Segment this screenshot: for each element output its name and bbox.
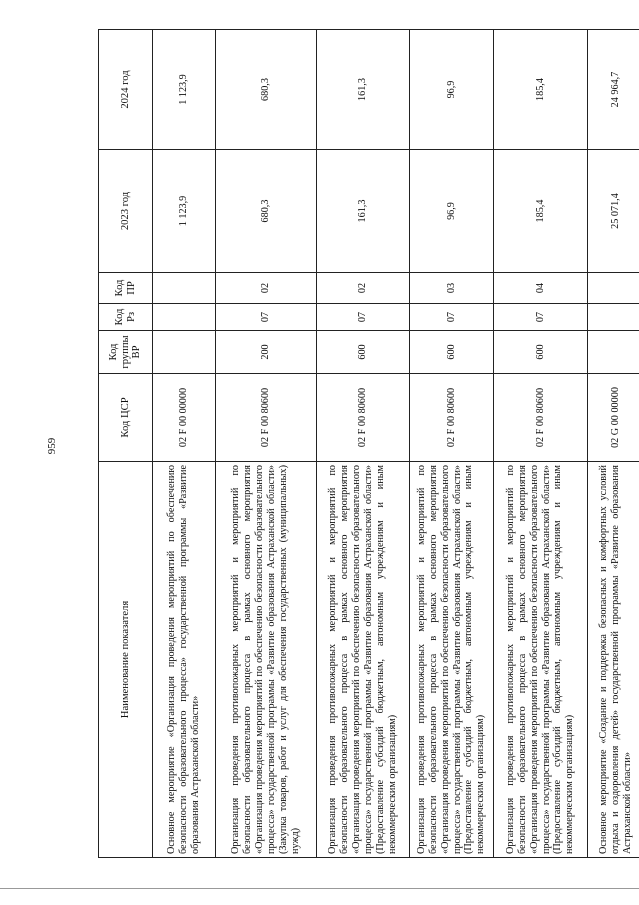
- row-name: Организация проведения противопожарных мероприятий и мероприятий по безопасности образовательного процесса в рамках основного мероприятия «Организация проведения мероприятий по обеспечению безопасности образовательного процесса» государственной программы «Развитие образования Астраханской области» (Предоставление субсидий бюджетным, автономным учреждениям и иным некоммерческим организациям): [317, 462, 410, 858]
- row-name: Организация проведения противопожарных мероприятий и мероприятий по безопасности образовательного процесса в рамках основного мероприятия «Организация проведения мероприятий по обеспечению безопасности образовательного процесса» государственной программы «Развитие образования Астраханской области» (Предоставление субсидий бюджетным, автономным учреждениям и иным некоммерческим организациям): [410, 462, 494, 858]
- row-value-2023: 185,4: [494, 150, 588, 273]
- row-rz-code: [588, 304, 639, 331]
- row-vr-code: [588, 331, 639, 374]
- row-name: Организация проведения противопожарных мероприятий и мероприятий по безопасности образовательного процесса в рамках основного мероприятия «Организация проведения мероприятий по обеспечению безопасности образовательного процесса» государственной программы «Развитие образования Астраханской области» (Предоставление субсидий бюджетным, автономным учреждениям и иным некоммерческим организациям): [494, 462, 588, 858]
- row-pr-code: 02: [317, 273, 410, 304]
- table-row: [494, 30, 588, 858]
- row-value-2024: 1 123,9: [153, 30, 216, 150]
- row-pr-code: 03: [410, 273, 494, 304]
- row-name: Организация проведения противопожарных мероприятий и мероприятий по безопасности образовательного процесса в рамках основного мероприятия «Организация проведения мероприятий по обеспечению безопасности образовательного процесса» государственной программы «Развитие образования Астраханской области» (Закупка товаров, работ и услуг для обеспечения государственных (муниципальных) нужд): [216, 462, 317, 858]
- header-vr-code: Код группы ВР: [99, 331, 153, 374]
- budget-table-page: [98, 30, 633, 858]
- table-header-row: [99, 30, 153, 858]
- header-year-2023: 2023 год: [99, 150, 153, 273]
- row-rz-code: 07: [216, 304, 317, 331]
- row-value-2023: 96,9: [410, 150, 494, 273]
- row-value-2023: 25 071,4: [588, 150, 639, 273]
- row-csr-code: 02 G 00 00000: [588, 374, 639, 462]
- row-name: Основное мероприятие «Организация проведения мероприятий по обеспечению безопасности образовательного процесса» государственной программы «Развитие образования Астраханской области»: [153, 462, 216, 858]
- row-pr-code: 04: [494, 273, 588, 304]
- budget-table: [98, 29, 639, 858]
- row-value-2023: 161,3: [317, 150, 410, 273]
- row-vr-code: 600: [410, 331, 494, 374]
- table-row: [153, 30, 216, 858]
- row-csr-code: 02 F 00 80600: [410, 374, 494, 462]
- row-value-2024: 96,9: [410, 30, 494, 150]
- table-row: [317, 30, 410, 858]
- row-value-2023: 680,3: [216, 150, 317, 273]
- row-vr-code: 200: [216, 331, 317, 374]
- row-rz-code: 07: [494, 304, 588, 331]
- table-row: [216, 30, 317, 858]
- row-csr-code: 02 F 00 00000: [153, 374, 216, 462]
- row-rz-code: 07: [317, 304, 410, 331]
- row-value-2024: 24 964,7: [588, 30, 639, 150]
- row-csr-code: 02 F 00 80600: [494, 374, 588, 462]
- header-csr-code: Код ЦСР: [99, 374, 153, 462]
- table-row: [410, 30, 494, 858]
- row-csr-code: 02 F 00 80600: [317, 374, 410, 462]
- page-number: 959: [46, 437, 58, 455]
- row-name: Основное мероприятие «Создание и поддержка безопасных и комфортных условий отдыха и оздоровления детей» государственной программы «Развитие образования Астраханской области»: [588, 462, 639, 858]
- header-name: Наименование показателя: [99, 462, 153, 858]
- row-pr-code: [153, 273, 216, 304]
- header-year-2024: 2024 год: [99, 30, 153, 150]
- row-value-2024: 161,3: [317, 30, 410, 150]
- header-pr-code: Код ПР: [99, 273, 153, 304]
- row-vr-code: [153, 331, 216, 374]
- page-bottom-divider: [0, 888, 639, 889]
- row-csr-code: 02 F 00 80600: [216, 374, 317, 462]
- row-rz-code: 07: [410, 304, 494, 331]
- row-value-2024: 680,3: [216, 30, 317, 150]
- row-rz-code: [153, 304, 216, 331]
- row-pr-code: 02: [216, 273, 317, 304]
- header-rz-code: Код Рз: [99, 304, 153, 331]
- table-row: [588, 30, 639, 858]
- row-value-2023: 1 123,9: [153, 150, 216, 273]
- row-pr-code: [588, 273, 639, 304]
- row-value-2024: 185,4: [494, 30, 588, 150]
- row-vr-code: 600: [317, 331, 410, 374]
- row-vr-code: 600: [494, 331, 588, 374]
